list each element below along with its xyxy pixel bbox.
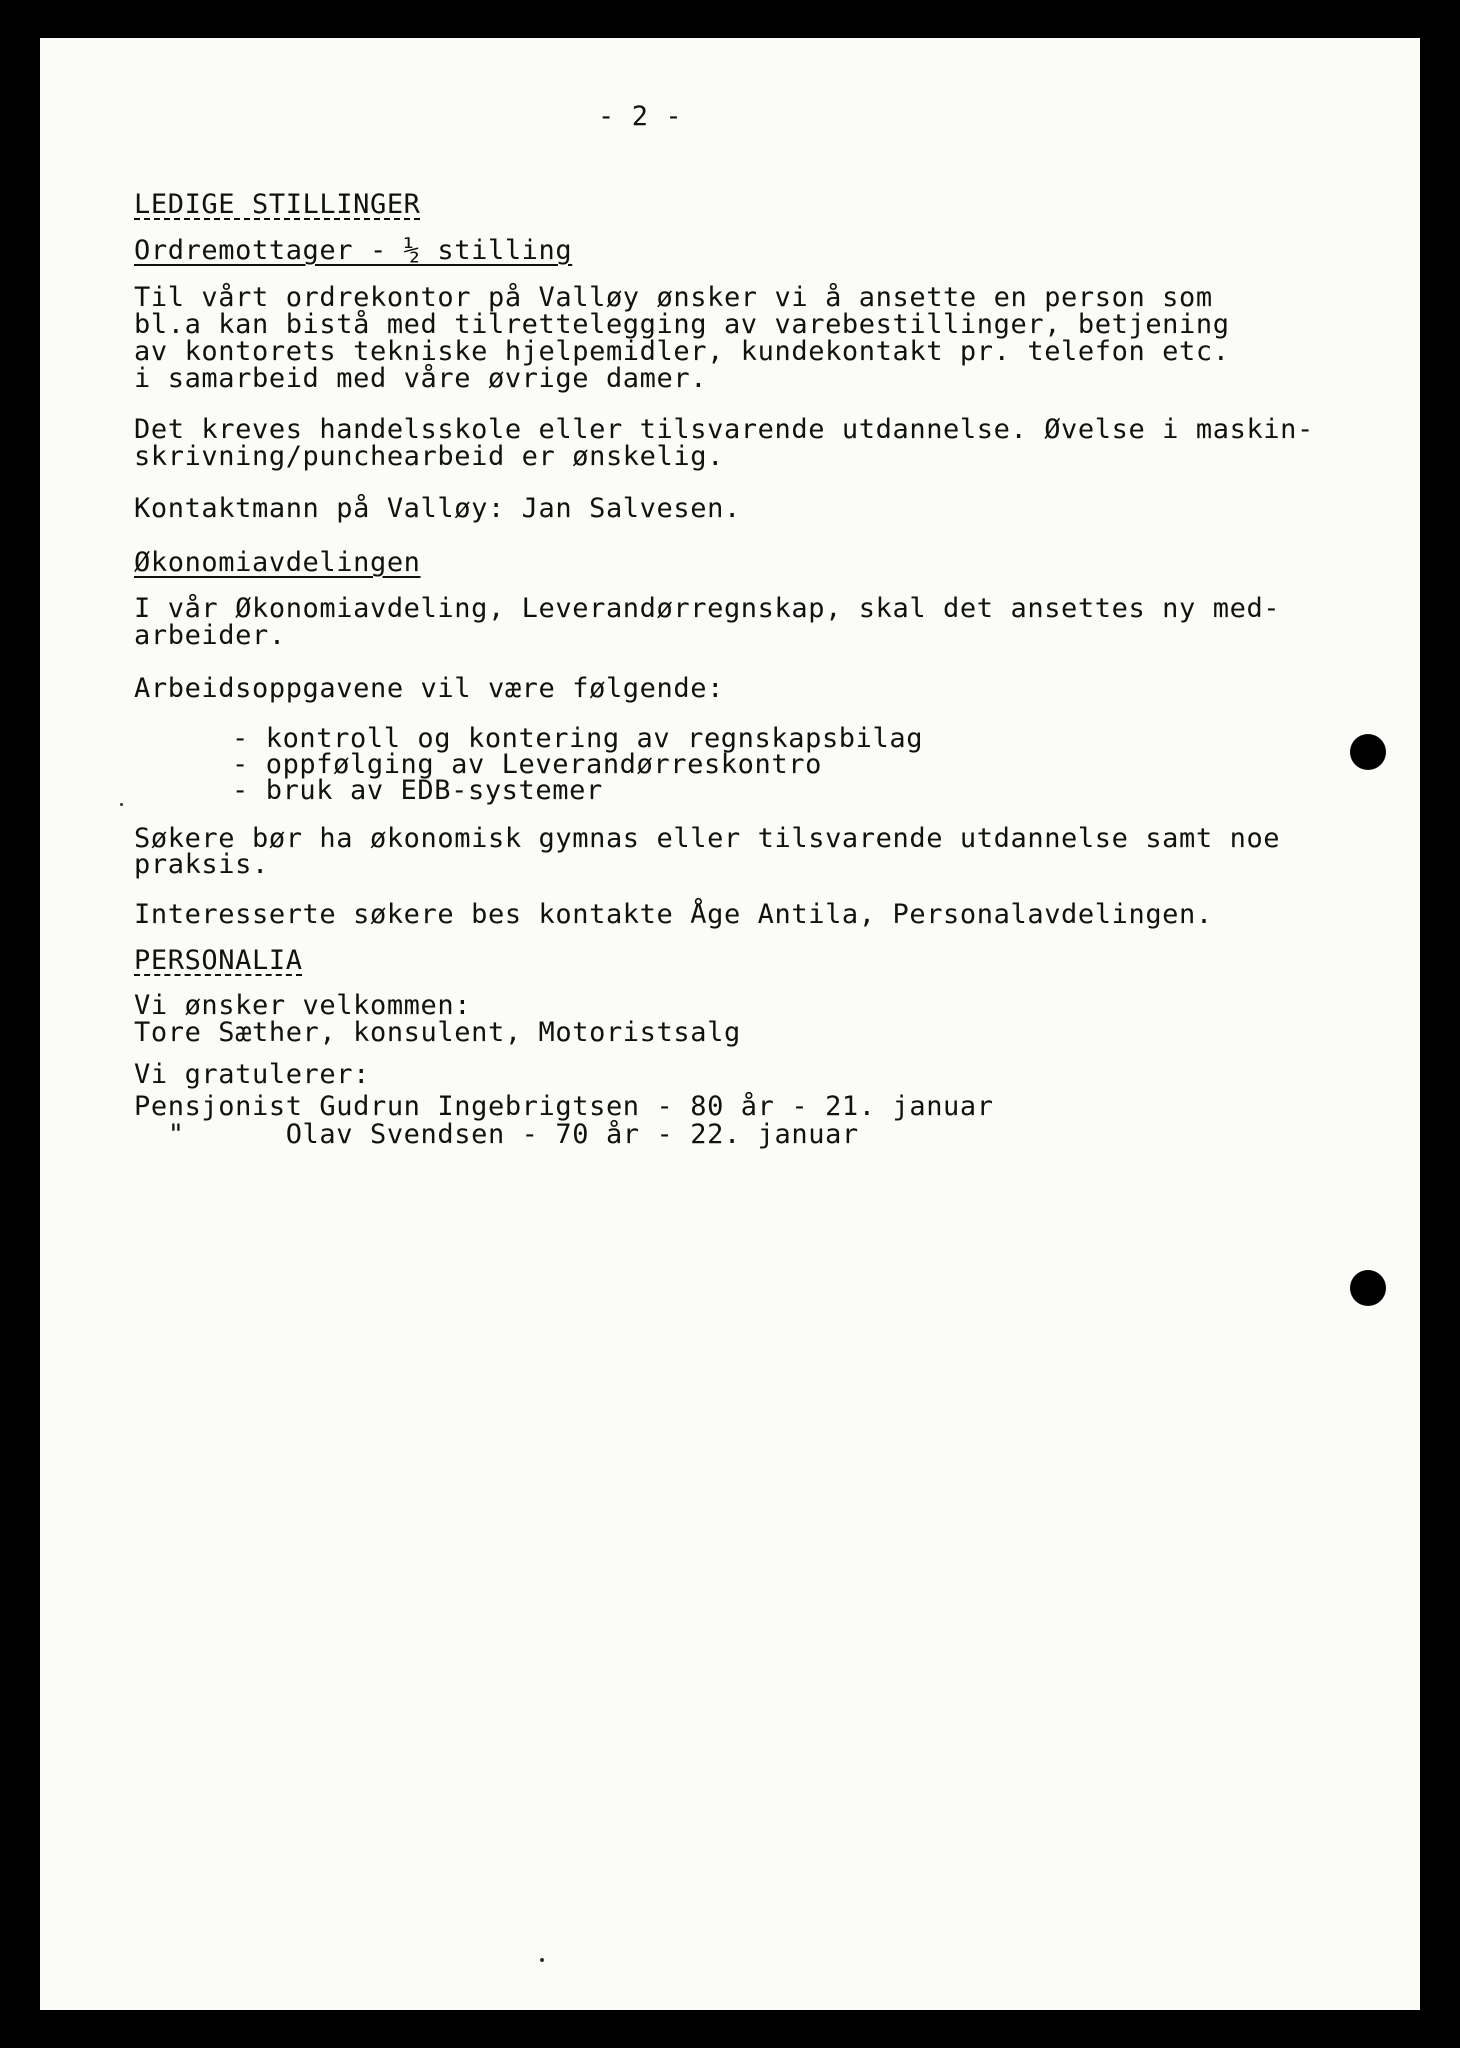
page-number: - 2 -: [598, 101, 683, 132]
speck: [120, 803, 123, 806]
okonomi-contact: Interesserte søkere bes kontakte Åge Antila, Personalavdelingen.: [134, 899, 1213, 930]
text-line: arbeider.: [134, 620, 286, 651]
punch-hole: [1350, 1270, 1386, 1306]
list-item: - bruk av EDB-systemer: [232, 775, 603, 806]
congrats-entry: " Olav Svendsen - 70 år - 22. januar: [134, 1119, 859, 1150]
welcome-entry: Tore Sæther, konsulent, Motoristsalg: [134, 1017, 741, 1048]
text-line: Søkere bør ha økonomisk gymnas eller tilsvarende utdannelse samt noe: [134, 823, 1281, 854]
job-title-okonomiavdelingen: Økonomiavdelingen: [134, 547, 421, 578]
document-page: [40, 38, 1420, 2010]
welcome-intro: Vi ønsker velkommen:: [134, 990, 472, 1021]
list-item: - kontroll og kontering av regnskapsbilag: [232, 723, 924, 754]
text-line: bl.a kan bistå med tilrettelegging av varebestillinger, betjening: [134, 309, 1230, 340]
list-item: - oppfølging av Leverandørreskontro: [232, 749, 822, 780]
speck: [540, 1958, 544, 1962]
job-title-ordremottager: Ordremottager - ½ stilling: [134, 235, 573, 266]
punch-hole: [1350, 734, 1386, 770]
tasks-intro: Arbeidsoppgavene vil være følgende:: [134, 673, 724, 704]
section-heading-ledige-stillinger: LEDIGE STILLINGER: [134, 189, 421, 220]
congrats-intro: Vi gratulerer:: [134, 1059, 370, 1090]
text-line: I vår Økonomiavdeling, Leverandørregnskap, skal det ansettes ny med-: [134, 593, 1281, 624]
ordremottager-contact: Kontaktmann på Valløy: Jan Salvesen.: [134, 493, 741, 524]
section-heading-personalia: PERSONALIA: [134, 945, 303, 976]
text-line: Det kreves handelsskole eller tilsvarende utdannelse. Øvelse i maskin-: [134, 414, 1314, 445]
text-line: Til vårt ordrekontor på Valløy ønsker vi å ansette en person som: [134, 282, 1213, 313]
text-line: skrivning/punchearbeid er ønskelig.: [134, 441, 724, 472]
text-line: praksis.: [134, 849, 269, 880]
congrats-entry: Pensjonist Gudrun Ingebrigtsen - 80 år - 21. januar: [134, 1091, 994, 1122]
text-line: i samarbeid med våre øvrige damer.: [134, 363, 708, 394]
text-line: av kontorets tekniske hjelpemidler, kundekontakt pr. telefon etc.: [134, 336, 1230, 367]
